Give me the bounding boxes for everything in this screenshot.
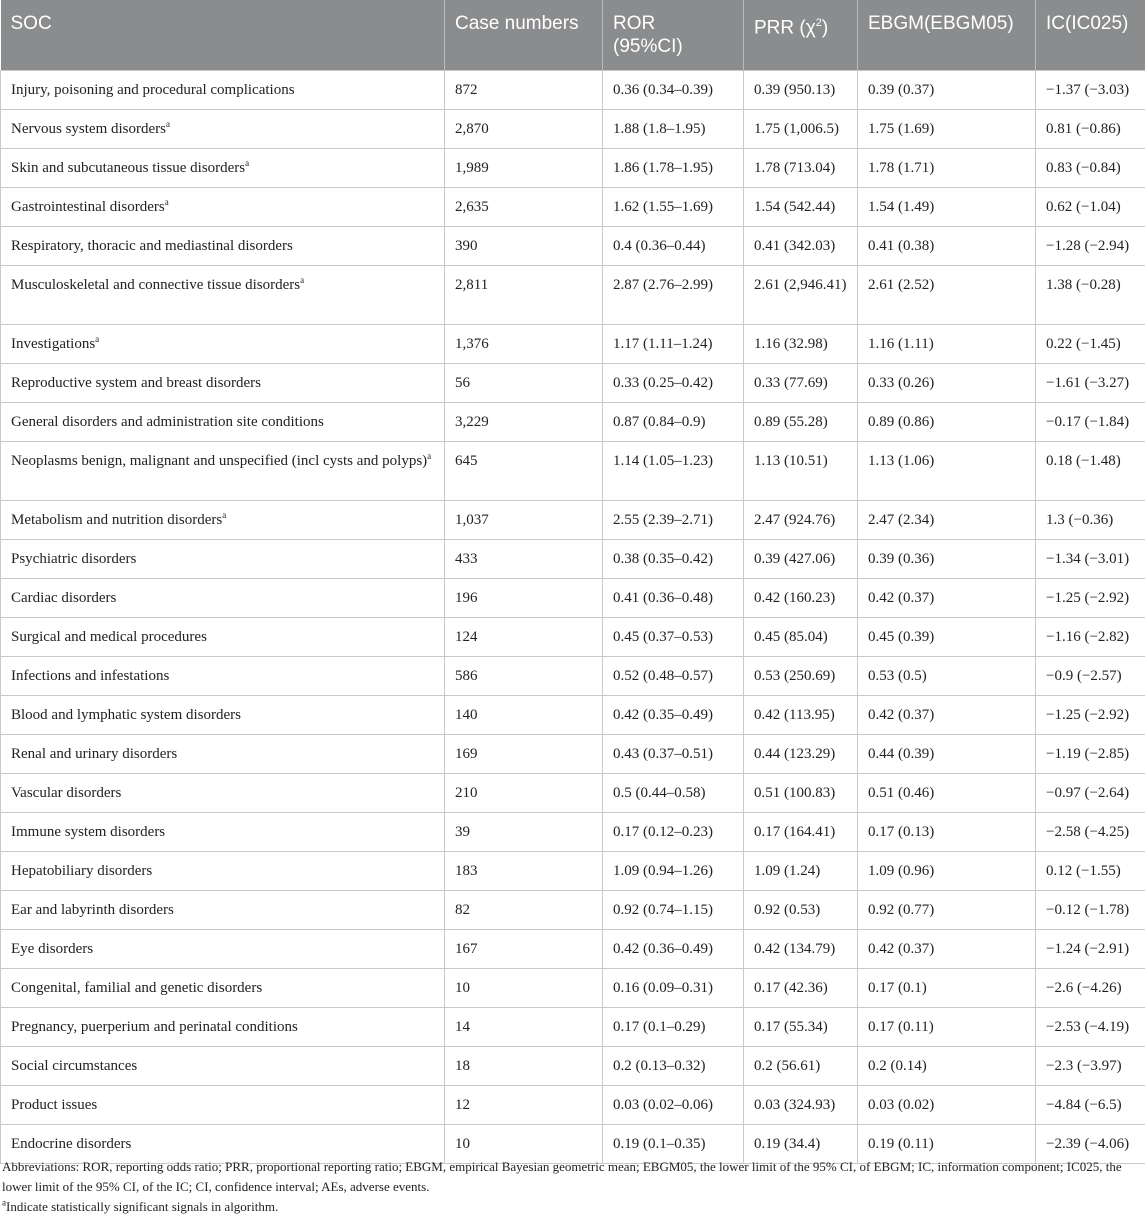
cell-ror: 0.17 (0.1–0.29) (603, 1008, 744, 1047)
cell-ic: −2.39 (−4.06) (1036, 1125, 1145, 1164)
cell-case-numbers: 183 (445, 852, 603, 891)
cell-case-numbers: 169 (445, 735, 603, 774)
cell-soc (1, 696, 445, 735)
table-row (1, 71, 1145, 110)
cell-ebgm: 0.51 (0.46) (858, 774, 1036, 813)
table-row (1, 579, 1145, 618)
header-ic: IC(IC025) (1036, 0, 1145, 71)
soc-name: Ear and labyrinth disorders (11, 902, 174, 918)
cell-case-numbers: 1,037 (445, 501, 603, 540)
header-prr-sup: 2 (815, 17, 822, 29)
table-row (1, 1008, 1145, 1047)
significance-mark: a (2, 1197, 6, 1208)
cell-case-numbers: 10 (445, 969, 603, 1008)
cell-prr: 0.03 (324.93) (744, 1086, 858, 1125)
cell-soc (1, 266, 445, 325)
cell-prr: 0.17 (164.41) (744, 813, 858, 852)
cell-ic: −4.84 (−6.5) (1036, 1086, 1145, 1125)
cell-prr: 0.39 (950.13) (744, 71, 858, 110)
soc-name: Social circumstances (11, 1058, 138, 1074)
cell-ic: −1.61 (−3.27) (1036, 364, 1145, 403)
cell-ebgm: 1.13 (1.06) (858, 442, 1036, 501)
cell-case-numbers: 10 (445, 1125, 603, 1164)
cell-ebgm: 0.2 (0.14) (858, 1047, 1036, 1086)
cell-prr: 1.13 (10.51) (744, 442, 858, 501)
cell-soc (1, 657, 445, 696)
cell-ebgm: 2.61 (2.52) (858, 266, 1036, 325)
cell-ror: 0.03 (0.02–0.06) (603, 1086, 744, 1125)
cell-ror: 1.17 (1.11–1.24) (603, 325, 744, 364)
table-row (1, 735, 1145, 774)
cell-ic: 0.18 (−1.48) (1036, 442, 1145, 501)
soc-name: Psychiatric disorders (11, 551, 137, 567)
soc-name: Immune system disorders (11, 824, 166, 840)
soc-name: Hepatobiliary disorders (11, 863, 153, 879)
table-row (1, 696, 1145, 735)
cell-soc (1, 1008, 445, 1047)
abbreviations-note: Abbreviations: ROR, reporting odds ratio; PRR, proportional reporting ratio; EBGM, empirical Bayesian geometric mean; EBGM05, the lower limit of the 95% CI, of EBGM; IC, information component; IC025, the lower limit of the 95% CI, of the IC; CI, confidence interval; AEs, adverse events. (2, 1159, 1122, 1194)
cell-prr: 0.39 (427.06) (744, 540, 858, 579)
cell-prr: 0.51 (100.83) (744, 774, 858, 813)
cell-soc (1, 501, 445, 540)
cell-ror: 1.62 (1.55–1.69) (603, 188, 744, 227)
cell-case-numbers: 1,376 (445, 325, 603, 364)
cell-prr: 1.54 (542.44) (744, 188, 858, 227)
significance-mark: a (164, 197, 169, 207)
cell-ebgm: 0.41 (0.38) (858, 227, 1036, 266)
cell-ror: 0.36 (0.34–0.39) (603, 71, 744, 110)
soc-name: Blood and lymphatic system disorders (11, 707, 241, 723)
cell-case-numbers: 645 (445, 442, 603, 501)
cell-prr: 0.42 (160.23) (744, 579, 858, 618)
cell-ebgm: 0.42 (0.37) (858, 696, 1036, 735)
cell-prr: 0.53 (250.69) (744, 657, 858, 696)
cell-ebgm: 1.16 (1.11) (858, 325, 1036, 364)
cell-case-numbers: 2,811 (445, 266, 603, 325)
significance-mark: a (222, 510, 227, 520)
header-row (1, 0, 1145, 71)
cell-ic: −1.24 (−2.91) (1036, 930, 1145, 969)
table-row (1, 891, 1145, 930)
cell-ebgm: 0.39 (0.37) (858, 71, 1036, 110)
cell-case-numbers: 82 (445, 891, 603, 930)
header-ror (603, 0, 744, 71)
cell-prr: 0.19 (34.4) (744, 1125, 858, 1164)
soc-name: Infections and infestations (11, 668, 170, 684)
cell-soc (1, 227, 445, 266)
cell-ebgm: 0.17 (0.1) (858, 969, 1036, 1008)
cell-case-numbers: 124 (445, 618, 603, 657)
cell-ic: −1.19 (−2.85) (1036, 735, 1145, 774)
significance-mark: a (165, 119, 170, 129)
cell-ic: −1.37 (−3.03) (1036, 71, 1145, 110)
cell-soc (1, 891, 445, 930)
cell-ror: 0.38 (0.35–0.42) (603, 540, 744, 579)
cell-prr: 0.2 (56.61) (744, 1047, 858, 1086)
cell-ic: 0.81 (−0.86) (1036, 110, 1145, 149)
cell-case-numbers: 14 (445, 1008, 603, 1047)
cell-prr: 0.17 (42.36) (744, 969, 858, 1008)
cell-ror: 0.52 (0.48–0.57) (603, 657, 744, 696)
cell-ic: −1.16 (−2.82) (1036, 618, 1145, 657)
cell-prr: 0.44 (123.29) (744, 735, 858, 774)
cell-ebgm: 0.44 (0.39) (858, 735, 1036, 774)
header-ror-line1: ROR (613, 13, 656, 34)
cell-case-numbers: 39 (445, 813, 603, 852)
cell-prr: 0.41 (342.03) (744, 227, 858, 266)
cell-ror: 0.5 (0.44–0.58) (603, 774, 744, 813)
header-ror-line2: (95%CI) (613, 36, 683, 57)
cell-ic: −2.53 (−4.19) (1036, 1008, 1145, 1047)
cell-prr: 0.92 (0.53) (744, 891, 858, 930)
soc-name: Pregnancy, puerperium and perinatal conditions (11, 1019, 298, 1035)
cell-ebgm: 2.47 (2.34) (858, 501, 1036, 540)
cell-soc (1, 364, 445, 403)
cell-case-numbers: 872 (445, 71, 603, 110)
table-row (1, 618, 1145, 657)
cell-prr: 0.89 (55.28) (744, 403, 858, 442)
cell-ror: 0.45 (0.37–0.53) (603, 618, 744, 657)
table-row (1, 657, 1145, 696)
header-case-numbers: Case numbers (445, 0, 603, 71)
cell-ic: −0.9 (−2.57) (1036, 657, 1145, 696)
table-body (1, 71, 1145, 1164)
cell-ic: −0.12 (−1.78) (1036, 891, 1145, 930)
cell-ic: 0.22 (−1.45) (1036, 325, 1145, 364)
cell-ebgm: 0.17 (0.13) (858, 813, 1036, 852)
cell-ic: −1.25 (−2.92) (1036, 579, 1145, 618)
cell-prr: 1.09 (1.24) (744, 852, 858, 891)
cell-case-numbers: 586 (445, 657, 603, 696)
cell-ic: −1.28 (−2.94) (1036, 227, 1145, 266)
cell-ror: 0.41 (0.36–0.48) (603, 579, 744, 618)
cell-soc (1, 774, 445, 813)
soc-name: Endocrine disorders (11, 1136, 132, 1152)
cell-ror: 0.92 (0.74–1.15) (603, 891, 744, 930)
cell-ror: 2.87 (2.76–2.99) (603, 266, 744, 325)
cell-soc (1, 149, 445, 188)
soc-name: Neoplasms benign, malignant and unspecified (incl cysts and polyps) (11, 453, 428, 469)
cell-ror: 0.87 (0.84–0.9) (603, 403, 744, 442)
cell-ic: −2.6 (−4.26) (1036, 969, 1145, 1008)
soc-name: Congenital, familial and genetic disorders (11, 980, 263, 996)
soc-name: General disorders and administration site conditions (11, 414, 324, 430)
cell-ror: 0.4 (0.36–0.44) (603, 227, 744, 266)
soc-name: Vascular disorders (11, 785, 122, 801)
header-soc: SOC (1, 0, 445, 71)
cell-prr: 1.75 (1,006.5) (744, 110, 858, 149)
cell-ror: 0.19 (0.1–0.35) (603, 1125, 744, 1164)
soc-name: Product issues (11, 1097, 98, 1113)
table-row (1, 227, 1145, 266)
cell-ic: 0.83 (−0.84) (1036, 149, 1145, 188)
table-footnotes (2, 1157, 1142, 1217)
cell-ebgm: 0.42 (0.37) (858, 579, 1036, 618)
soc-name: Metabolism and nutrition disorders (11, 512, 223, 528)
table-row (1, 930, 1145, 969)
cell-case-numbers: 1,989 (445, 149, 603, 188)
cell-soc (1, 71, 445, 110)
significance-mark: a (300, 275, 305, 285)
cell-case-numbers: 2,870 (445, 110, 603, 149)
cell-ic: 0.62 (−1.04) (1036, 188, 1145, 227)
cell-ic: −0.17 (−1.84) (1036, 403, 1145, 442)
cell-prr: 0.33 (77.69) (744, 364, 858, 403)
cell-ebgm: 1.54 (1.49) (858, 188, 1036, 227)
cell-soc (1, 735, 445, 774)
cell-soc (1, 969, 445, 1008)
cell-ebgm: 0.19 (0.11) (858, 1125, 1036, 1164)
cell-ic: −2.58 (−4.25) (1036, 813, 1145, 852)
cell-case-numbers: 56 (445, 364, 603, 403)
cell-prr: 2.47 (924.76) (744, 501, 858, 540)
table-row (1, 325, 1145, 364)
soc-name: Skin and subcutaneous tissue disorders (11, 160, 246, 176)
cell-ebgm: 0.03 (0.02) (858, 1086, 1036, 1125)
cell-ebgm: 0.92 (0.77) (858, 891, 1036, 930)
soc-name: Eye disorders (11, 941, 94, 957)
cell-prr: 0.42 (113.95) (744, 696, 858, 735)
header-prr-suffix: ) (821, 17, 829, 39)
soc-name: Surgical and medical procedures (11, 629, 207, 645)
cell-soc (1, 110, 445, 149)
cell-case-numbers: 140 (445, 696, 603, 735)
cell-soc (1, 930, 445, 969)
cell-prr: 2.61 (2,946.41) (744, 266, 858, 325)
cell-case-numbers: 167 (445, 930, 603, 969)
cell-ebgm: 0.33 (0.26) (858, 364, 1036, 403)
header-prr-prefix: PRR (χ (754, 17, 816, 39)
cell-case-numbers: 12 (445, 1086, 603, 1125)
cell-case-numbers: 196 (445, 579, 603, 618)
cell-case-numbers: 433 (445, 540, 603, 579)
cell-ebgm: 0.17 (0.11) (858, 1008, 1036, 1047)
soc-name: Reproductive system and breast disorders (11, 375, 261, 391)
cell-ror: 1.14 (1.05–1.23) (603, 442, 744, 501)
significance-mark: a (245, 158, 250, 168)
cell-soc (1, 618, 445, 657)
cell-case-numbers: 3,229 (445, 403, 603, 442)
cell-ic: 1.3 (−0.36) (1036, 501, 1145, 540)
cell-ebgm: 1.75 (1.69) (858, 110, 1036, 149)
table-row (1, 852, 1145, 891)
cell-ebgm: 0.45 (0.39) (858, 618, 1036, 657)
cell-case-numbers: 18 (445, 1047, 603, 1086)
cell-soc (1, 188, 445, 227)
cell-ebgm: 0.89 (0.86) (858, 403, 1036, 442)
cell-ror: 0.2 (0.13–0.32) (603, 1047, 744, 1086)
soc-name: Gastrointestinal disorders (11, 199, 165, 215)
cell-ror: 1.09 (0.94–1.26) (603, 852, 744, 891)
soc-name: Nervous system disorders (11, 121, 166, 137)
cell-soc (1, 813, 445, 852)
cell-ror: 0.42 (0.36–0.49) (603, 930, 744, 969)
cell-prr: 0.17 (55.34) (744, 1008, 858, 1047)
table-row (1, 813, 1145, 852)
cell-ror: 0.16 (0.09–0.31) (603, 969, 744, 1008)
table-row (1, 774, 1145, 813)
cell-soc (1, 1047, 445, 1086)
cell-soc (1, 1086, 445, 1125)
cell-ror: 2.55 (2.39–2.71) (603, 501, 744, 540)
significance-mark: a (95, 334, 100, 344)
cell-ebgm: 0.53 (0.5) (858, 657, 1036, 696)
cell-prr: 0.45 (85.04) (744, 618, 858, 657)
cell-ror: 0.17 (0.12–0.23) (603, 813, 744, 852)
table-row (1, 403, 1145, 442)
soc-name: Renal and urinary disorders (11, 746, 178, 762)
soc-name: Injury, poisoning and procedural complications (11, 82, 295, 98)
cell-ror: 1.86 (1.78–1.95) (603, 149, 744, 188)
table-row (1, 501, 1145, 540)
cell-soc (1, 540, 445, 579)
table-row (1, 1086, 1145, 1125)
significance-mark: a (427, 451, 432, 461)
cell-soc (1, 852, 445, 891)
cell-ror: 0.33 (0.25–0.42) (603, 364, 744, 403)
table-row (1, 364, 1145, 403)
table-row (1, 540, 1145, 579)
cell-ic: −2.3 (−3.97) (1036, 1047, 1145, 1086)
table-row (1, 442, 1145, 501)
cell-prr: 1.16 (32.98) (744, 325, 858, 364)
cell-ebgm: 1.78 (1.71) (858, 149, 1036, 188)
table-row (1, 149, 1145, 188)
table-row (1, 969, 1145, 1008)
cell-ror: 1.88 (1.8–1.95) (603, 110, 744, 149)
cell-case-numbers: 210 (445, 774, 603, 813)
cell-soc (1, 579, 445, 618)
cell-case-numbers: 390 (445, 227, 603, 266)
cell-ic: 0.12 (−1.55) (1036, 852, 1145, 891)
table-row (1, 188, 1145, 227)
cell-prr: 1.78 (713.04) (744, 149, 858, 188)
soc-name: Investigations (11, 336, 96, 352)
cell-ic: −0.97 (−2.64) (1036, 774, 1145, 813)
cell-ebgm: 1.09 (0.96) (858, 852, 1036, 891)
cell-ebgm: 0.42 (0.37) (858, 930, 1036, 969)
cell-ic: 1.38 (−0.28) (1036, 266, 1145, 325)
cell-ic: −1.25 (−2.92) (1036, 696, 1145, 735)
cell-prr: 0.42 (134.79) (744, 930, 858, 969)
soc-name: Musculoskeletal and connective tissue disorders (11, 277, 301, 293)
header-prr (744, 0, 858, 71)
header-ebgm: EBGM(EBGM05) (858, 0, 1036, 71)
soc-name: Cardiac disorders (11, 590, 117, 606)
significance-text: Indicate statistically significant signals in algorithm. (6, 1199, 279, 1214)
cell-soc (1, 403, 445, 442)
table-row (1, 1047, 1145, 1086)
cell-ebgm: 0.39 (0.36) (858, 540, 1036, 579)
soc-name: Respiratory, thoracic and mediastinal disorders (11, 238, 293, 254)
cell-ror: 0.42 (0.35–0.49) (603, 696, 744, 735)
cell-soc (1, 442, 445, 501)
table-row (1, 110, 1145, 149)
cell-soc (1, 325, 445, 364)
table-header (1, 0, 1145, 71)
table-row (1, 266, 1145, 325)
significance-note (2, 1197, 1142, 1217)
cell-case-numbers: 2,635 (445, 188, 603, 227)
cell-ic: −1.34 (−3.01) (1036, 540, 1145, 579)
cell-ror: 0.43 (0.37–0.51) (603, 735, 744, 774)
